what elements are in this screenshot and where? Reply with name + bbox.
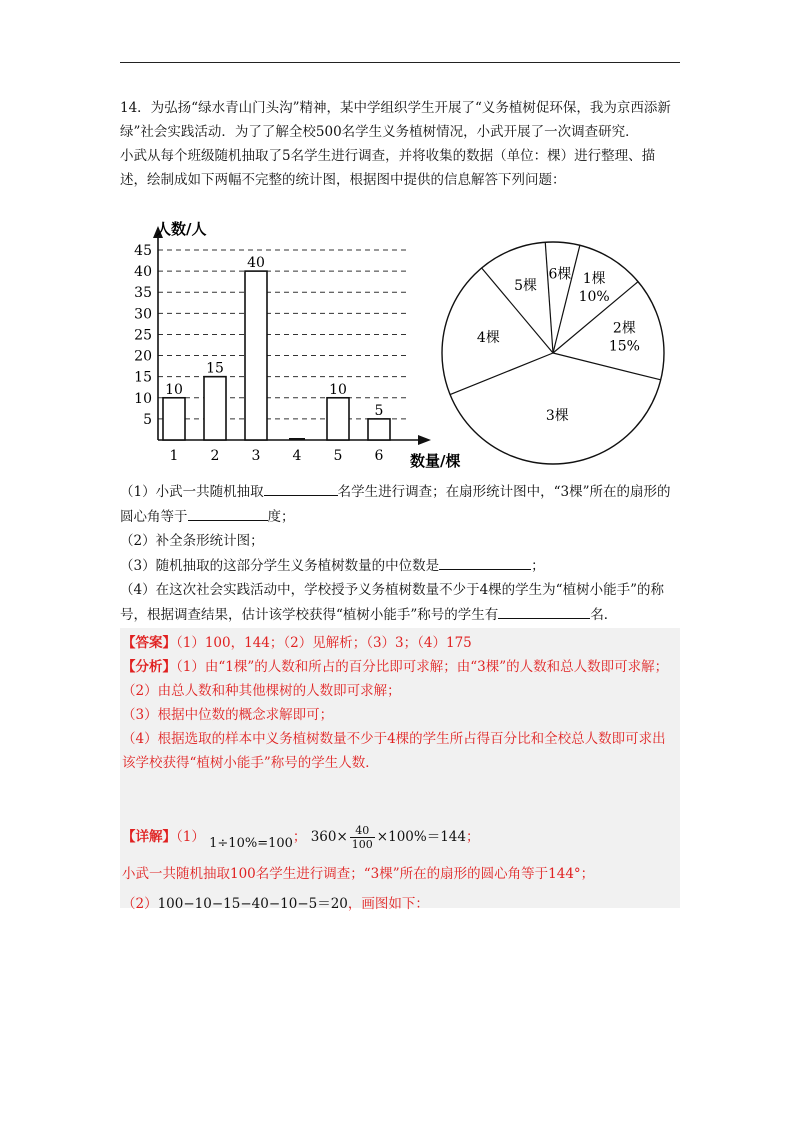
pie-slice-label: 2棵 <box>612 320 636 337</box>
y-tick-label: 45 <box>134 243 152 259</box>
bar <box>245 271 267 440</box>
bar-data-label: 5 <box>374 402 384 419</box>
question-paragraph-1: 14．为弘扬“绿水青山门头沟”精神，某中学组织学生开展了“义务植树促环保，我为京西添新绿”社会实践活动．为了了解全校500名学生义务植树情况，小武开展了一次调查研究． <box>120 100 671 140</box>
blank-2 <box>188 504 268 521</box>
pie-slice-label: 5棵 <box>514 278 538 295</box>
eq2-post: ×100%＝144 <box>376 829 466 845</box>
bar-marks <box>163 255 390 440</box>
detail-section <box>122 822 678 919</box>
detail-part-1: （1） <box>176 829 205 845</box>
pie-chart <box>436 240 676 470</box>
x-tick-label: 6 <box>374 448 384 464</box>
x-tick-label: 2 <box>210 448 220 464</box>
analysis-line-1 <box>122 655 678 679</box>
analysis-tag: 【分析】 <box>122 659 176 675</box>
y-tick-label: 35 <box>134 285 152 302</box>
pie-slice-label: 3棵 <box>545 408 569 425</box>
item1-text-a: （1）小武一共随机抽取 <box>120 484 264 500</box>
bar <box>163 398 185 440</box>
question-paragraph-2: 小武从每个班级随机抽取了5名学生进行调查，并将收集的数据（单位：棵）进行整理、描述，绘制成如下两幅不完整的统计图，根据图中提供的信息解答下列问题： <box>120 148 656 188</box>
bar-data-label: 15 <box>206 360 224 377</box>
detail-line-3-post: ，画图如下： <box>347 896 429 912</box>
item4-text-b: 名． <box>590 607 618 623</box>
y-tick-label: 15 <box>134 369 152 386</box>
x-tick-label: 4 <box>292 448 302 464</box>
y-tick-label: 20 <box>134 348 152 365</box>
eq2-fraction <box>350 824 375 851</box>
pie-slice-label: 1棵 <box>582 271 606 288</box>
analysis-line-2: （2）由总人数和种其他棵树的人数即可求解； <box>122 683 401 699</box>
x-tick-label: 5 <box>333 448 343 464</box>
y-axis-label: 人数/人 <box>156 220 207 238</box>
item1-text-c: 度； <box>267 509 295 525</box>
question-item-4 <box>120 578 680 627</box>
answer-section <box>122 631 678 775</box>
y-tick-label: 30 <box>134 306 152 323</box>
blank-1 <box>264 479 338 496</box>
y-tick-label: 10 <box>134 390 152 407</box>
bar-grid <box>158 250 408 419</box>
header-rule <box>120 62 680 63</box>
item1-text-b: 名学生进行调查；在扇形统计图中，“3棵”所在的扇形的圆心角等于 <box>120 484 671 525</box>
detail-sep: ； <box>292 829 307 845</box>
question-item-3 <box>120 553 680 578</box>
x-tick-label: 1 <box>169 448 179 464</box>
bar-data-label: 40 <box>247 255 265 272</box>
detail-line-2: 小武一共随机抽取100名学生进行调查；“3棵”所在的扇形的圆心角等于144°； <box>122 866 595 882</box>
blank-4 <box>498 602 590 619</box>
equation-2 <box>310 824 466 851</box>
pie-slice-label: 4棵 <box>476 329 500 346</box>
bar-data-label: 10 <box>329 381 347 398</box>
bar-data-label: 10 <box>165 381 183 398</box>
eq2-numerator: 40 <box>350 824 375 838</box>
answer-line <box>122 631 678 655</box>
item4-text-a: （4）在这次社会实践活动中，学校授予义务植树数量不少于4棵的学生为“植树小能手”的称号，根据调查结果，估计该学校获得“植树小能手”称号的学生有 <box>120 582 664 623</box>
item3-text-a: （3）随机抽取的这部分学生义务植树数量的中位数是 <box>120 558 440 574</box>
eq2-pre: 360× <box>310 829 348 845</box>
y-tick-label: 40 <box>134 264 152 281</box>
item3-text-b: ； <box>531 558 545 574</box>
question-items <box>120 479 680 627</box>
analysis-text-1: （1）由“1棵”的人数和所占的百分比即可求解；由“3棵”的人数和总人数即可求解； <box>176 659 669 675</box>
x-tick-label: 3 <box>251 448 261 464</box>
question-item-2: （2）补全条形统计图； <box>120 533 264 549</box>
analysis-line-3: （3）根据中位数的概念求解即可； <box>122 707 334 723</box>
pie-slice-percent: 15% <box>608 338 640 355</box>
answer-tag: 【答案】 <box>122 635 176 651</box>
bar <box>327 398 349 440</box>
bar <box>368 419 390 440</box>
equation-1: 1÷10%=100 <box>209 836 293 851</box>
analysis-line-4: （4）根据选取的样本中义务植树数量不少于4棵的学生所占得百分比和全校总人数即可求出该学校获得“植树小能手”称号的学生人数． <box>122 731 666 771</box>
detail-line-3 <box>122 889 678 919</box>
detail-part-2: （2） <box>122 896 158 912</box>
y-tick-label: 5 <box>143 411 152 428</box>
pie-slice-percent: 10% <box>578 289 610 306</box>
detail-line-1 <box>122 822 678 859</box>
eq2-end: ； <box>465 829 480 845</box>
detail-tag: 【详解】 <box>122 829 176 845</box>
question-item-1 <box>120 479 680 529</box>
y-tick-label: 25 <box>134 327 152 344</box>
pie-marks <box>442 242 664 464</box>
bar-chart <box>120 218 461 474</box>
x-axis-arrow <box>418 435 431 445</box>
bar <box>204 377 226 440</box>
equation-3: 100−10−15−40−10−5＝20 <box>157 896 348 912</box>
x-axis-label: 数量/棵 <box>410 452 461 470</box>
answer-text: （1）100，144；（2）见解析；（3）3；（4）175 <box>176 635 472 651</box>
question-intro <box>120 96 680 192</box>
pie-slice-label: 6棵 <box>548 266 572 283</box>
eq2-denominator: 100 <box>351 838 373 851</box>
blank-3 <box>439 553 531 570</box>
